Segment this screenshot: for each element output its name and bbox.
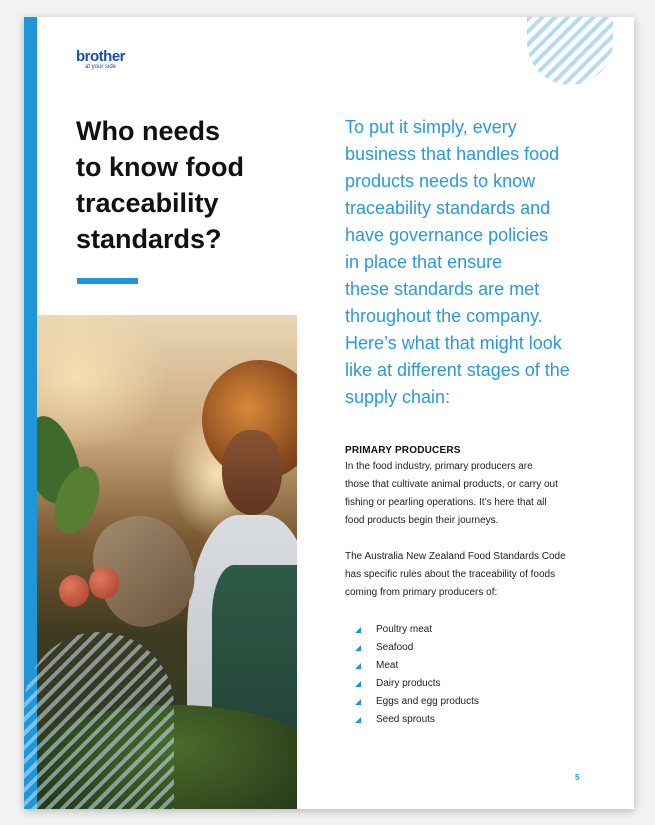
intro-line: products needs to know xyxy=(345,171,536,191)
intro-line: Here’s what that might look xyxy=(345,333,562,353)
intro-line: these standards are met xyxy=(345,279,540,299)
document-page xyxy=(24,17,634,809)
photo-face xyxy=(222,430,282,515)
intro-line: in place that ensure xyxy=(345,252,503,272)
producer-list xyxy=(355,621,479,729)
page-title xyxy=(76,113,306,257)
intro-line: traceability standards and xyxy=(345,198,551,218)
triangle-bullet-icon xyxy=(355,717,361,723)
list-item-label: Meat xyxy=(376,660,399,671)
intro-line: have governance policies xyxy=(345,225,549,245)
title-underline-rule xyxy=(77,278,138,284)
triangle-bullet-icon xyxy=(355,663,361,669)
decorative-stripes-bottom xyxy=(24,632,174,809)
body-line: those that cultivate animal products, or carry out xyxy=(345,479,558,490)
list-item-label: Poultry meat xyxy=(376,624,433,635)
title-line: traceability xyxy=(76,188,219,218)
list-item-label: Dairy products xyxy=(376,678,441,689)
triangle-bullet-icon xyxy=(355,699,361,705)
list-item xyxy=(355,621,479,639)
triangle-bullet-icon xyxy=(355,627,361,633)
body-line: has specific rules about the traceability of foods xyxy=(345,569,556,580)
list-item-label: Seed sprouts xyxy=(376,714,435,725)
title-line: standards? xyxy=(76,224,222,254)
list-item-label: Seafood xyxy=(376,642,414,653)
list-item xyxy=(355,693,479,711)
page-number: 5 xyxy=(575,773,580,782)
body-paragraph-2 xyxy=(345,548,605,602)
body-line: In the food industry, primary producers are xyxy=(345,461,533,472)
triangle-bullet-icon xyxy=(355,681,361,687)
triangle-bullet-icon xyxy=(355,645,361,651)
photo-beetroot xyxy=(89,567,119,599)
list-item xyxy=(355,639,479,657)
logo-wordmark: brother xyxy=(76,48,125,65)
body-line: The Australia New Zealand Food Standards Code xyxy=(345,551,566,562)
body-line: food products begin their journeys. xyxy=(345,515,499,526)
list-item xyxy=(355,675,479,693)
intro-paragraph xyxy=(345,114,607,411)
list-item xyxy=(355,657,479,675)
logo-tagline: at your side xyxy=(85,64,117,70)
list-item-label: Eggs and egg products xyxy=(376,696,479,707)
intro-line: throughout the company. xyxy=(345,306,543,326)
body-line: coming from primary producers of: xyxy=(345,587,498,598)
body-line: fishing or pearling operations. It’s here that all xyxy=(345,497,547,508)
list-item xyxy=(355,711,479,729)
title-line: Who needs xyxy=(76,116,221,146)
body-paragraph-1 xyxy=(345,458,605,530)
intro-line: business that handles food xyxy=(345,144,560,164)
photo-beetroot xyxy=(59,575,89,607)
brother-logo xyxy=(76,49,125,71)
intro-line: like at different stages of the xyxy=(345,360,570,380)
section-heading: PRIMARY PRODUCERS xyxy=(345,445,461,456)
decorative-stripes-top xyxy=(527,17,613,85)
title-line: to know food xyxy=(76,152,244,182)
intro-line: To put it simply, every xyxy=(345,117,517,137)
intro-line: supply chain: xyxy=(345,387,451,407)
